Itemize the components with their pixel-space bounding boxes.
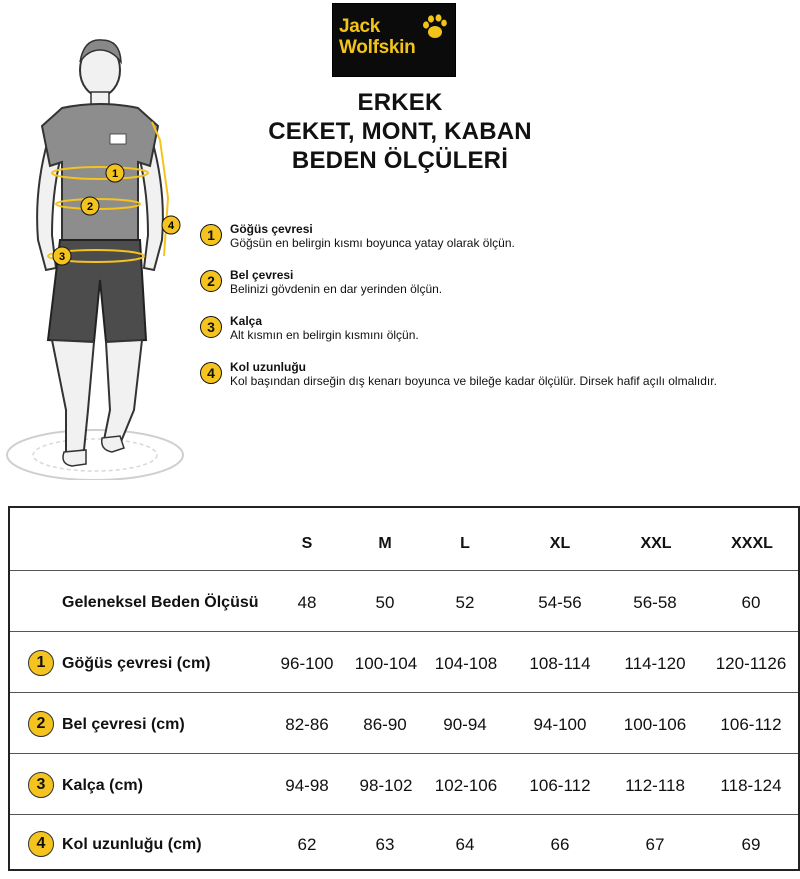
size-header-xl: XL [549,535,571,552]
legend-badge-2: 2 [200,270,222,292]
man-figure-illustration [0,30,200,480]
legend-badge-3: 3 [200,316,222,338]
row-badge-3: 3 [28,772,54,798]
table-cell: 62 [297,835,317,854]
size-table [8,506,800,871]
paw-icon [419,12,449,42]
row-label: Geleneksel Beden Ölçüsü [62,594,259,611]
table-cell: 90-94 [443,715,487,734]
size-header-l: L [460,535,470,552]
shirt-logo-badge [110,134,126,144]
table-cell: 56-58 [633,593,677,612]
table-cell: 118-124 [720,776,782,795]
table-cell: 108-114 [529,654,591,673]
svg-text:1: 1 [111,168,119,180]
figure-marker-1 [106,164,124,182]
table-cell: 120-1126 [715,654,787,673]
table-cell: 67 [645,835,665,854]
table-cell: 114-120 [624,654,686,673]
table-cell: 64 [455,835,475,854]
table-cell: 94-98 [285,776,329,795]
table-header-row [10,508,798,570]
table-cell: 52 [455,593,475,612]
brand-logo [332,3,456,77]
size-header-m: M [378,535,392,552]
floor-ring-inner [33,439,157,471]
table-row-hip [10,753,798,814]
figure-marker-3 [53,247,71,265]
title-line-1: ERKEK [357,89,443,116]
legend-title: Kalça [230,314,263,328]
legend-description: Alt kısmın en belirgin kısmını ölçün. [230,328,419,342]
table-cell: 54-56 [538,593,582,612]
legend-item-waist [200,268,800,314]
table-cell: 60 [741,593,761,612]
table-cell: 94-100 [533,715,587,734]
table-cell: 106-112 [720,715,782,734]
brand-name [339,16,415,58]
legend-item-arm-length [200,360,800,406]
row-label: Bel çevresi (cm) [62,716,185,733]
table-cell: 63 [375,835,395,854]
table-cell: 96-100 [280,654,334,673]
table-row-arm-length [10,814,798,869]
row-badge-2: 2 [28,711,54,737]
size-header-s: S [301,535,313,552]
table-cell: 100-104 [354,654,418,673]
legend-title: Göğüs çevresi [230,222,313,236]
legend-description: Kol başından dirseğin dış kenarı boyunca ve bileğe kadar ölçülür. Dirsek hafif açılı olmalıdır. [230,374,717,388]
table-row-traditional-size [10,570,798,631]
measurement-legend [200,222,800,406]
row-label: Kalça (cm) [62,777,143,794]
table-cell: 86-90 [363,715,407,734]
table-cell: 112-118 [625,776,685,795]
table-cell: 102-106 [434,776,498,795]
row-label: Göğüs çevresi (cm) [62,655,211,672]
table-cell: 69 [741,835,761,854]
table-cell: 82-86 [285,715,329,734]
figure-right-foot [102,436,124,452]
legend-title: Bel çevresi [230,268,294,282]
row-label: Kol uzunluğu (cm) [62,836,202,853]
legend-badge-1: 1 [200,224,222,246]
legend-item-chest [200,222,800,268]
page-title [230,88,570,175]
figure-marker-4 [162,216,180,234]
figure-tshirt [42,104,158,242]
table-cell: 104-108 [434,654,498,673]
svg-text:3: 3 [58,251,66,263]
svg-text:4: 4 [167,220,175,232]
table-cell: 100-106 [623,715,687,734]
size-header-xxl: XXL [640,535,672,552]
table-cell: 98-102 [359,776,413,795]
figure-marker-2 [81,197,99,215]
legend-description: Göğsün en belirgin kısmı boyunca yatay olarak ölçün. [230,236,515,250]
brand-line-1: Jack [339,16,381,37]
svg-text:2: 2 [86,201,94,213]
figure-left-foot [63,450,86,466]
legend-badge-4: 4 [200,362,222,384]
legend-description: Belinizi gövdenin en dar yerinden ölçün. [230,282,443,296]
row-badge-4: 4 [28,831,54,857]
figure-right-leg [104,340,142,444]
legend-title: Kol uzunluğu [230,360,306,374]
brand-line-2: Wolfskin [339,37,416,58]
size-header-xxxl: XXXL [731,535,773,552]
table-row-chest [10,631,798,692]
figure-left-leg [52,340,94,454]
legend-item-hip [200,314,800,360]
table-cell: 48 [297,593,317,612]
title-line-3: BEDEN ÖLÇÜLERİ [291,147,509,174]
table-row-waist [10,692,798,753]
table-cell: 50 [375,593,395,612]
title-line-2: CEKET, MONT, KABAN [268,118,532,145]
table-cell: 66 [550,835,570,854]
row-badge-1: 1 [28,650,54,676]
table-cell: 106-112 [529,776,591,795]
